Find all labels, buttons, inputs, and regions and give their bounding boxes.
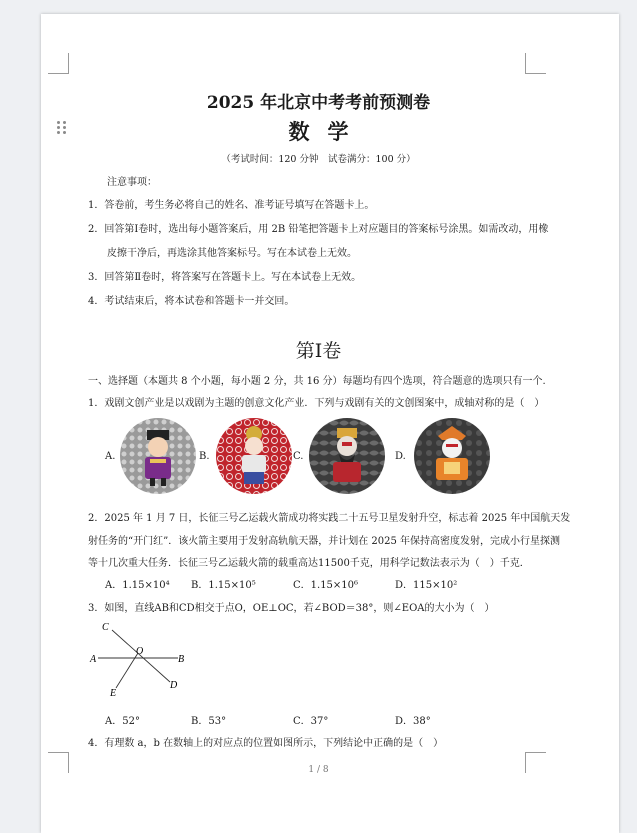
notes-heading: 注意事项：	[107, 177, 157, 188]
note-item: 2．回答第Ⅰ卷时，选出每小题答案后，用 2B 铅笔把答题卡上对应题目的答案标号涂黑。如需改动，用橡	[88, 224, 549, 235]
opera-figure-image-b	[216, 418, 292, 494]
part-heading: 一、选择题（本题共 8 个小题，每小题 2 分，共 16 分）每题均有四个选项，符合题意的选项只有一个.	[88, 376, 546, 387]
subject-heading: 数学	[288, 119, 367, 144]
q3-option-c: C．37°	[293, 716, 329, 727]
fig-label-d: D	[170, 680, 178, 691]
document-title: 2025 年北京中考考前预测卷	[206, 93, 431, 113]
question-2-line: 等十几次重大任务．长征三号乙运载火箭的载重高达11500千克，用科学记数法表示为（ ）千克．	[88, 558, 530, 569]
q3-option-a: A．52°	[105, 716, 140, 727]
fig-label-a: A	[90, 654, 97, 665]
q3-option-d: D．38°	[395, 716, 431, 727]
question-3-stem: 3．如图，直线AB和CD相交于点O，OE⊥OC，若∠BOD＝38°，则∠EOA的大小为（ ）	[88, 603, 495, 614]
opera-figure-image-c	[309, 418, 385, 494]
margin-corner-top-right	[525, 53, 546, 74]
q2-option-a: A．1.15×10⁴	[105, 580, 170, 591]
fig-label-c: C	[102, 622, 109, 633]
q1-option-label-b: B.	[199, 451, 210, 462]
opera-figure-image-d	[414, 418, 490, 494]
q1-option-label-a: A.	[105, 451, 116, 462]
note-item: 4．考试结束后，将本试卷和答题卡一并交回。	[88, 296, 295, 307]
page-number: 1 / 8	[308, 765, 329, 775]
question-2-line: 2．2025 年 1 月 7 日，长征三号乙运载火箭成功将实践二十五号卫星发射升空，标志着 2025 年中国航天发	[88, 513, 571, 524]
opera-figure-image-a	[120, 418, 196, 494]
fig-label-e: E	[110, 688, 117, 699]
fig-label-b: B	[178, 654, 185, 665]
margin-corner-top-left	[48, 53, 69, 74]
q1-option-label-c: C.	[293, 451, 304, 462]
fig-label-o: O	[136, 646, 144, 657]
note-item: 3．回答第Ⅱ卷时，将答案写在答题卡上。写在本试卷上无效。	[88, 272, 362, 283]
q2-option-b: B．1.15×10⁵	[191, 580, 256, 591]
note-item: 1．答卷前，考生务必将自己的姓名、准考证号填写在答题卡上。	[88, 200, 375, 211]
question-1-stem: 1．戏剧文创产业是以戏剧为主题的创意文化产业．下列与戏剧有关的文创图案中，成轴对称的是（ ）	[88, 398, 545, 409]
question-4-stem: 4．有理数 a，b 在数轴上的对应点的位置如图所示，下列结论中正确的是（ ）	[88, 738, 444, 749]
q3-option-b: B．53°	[191, 716, 227, 727]
note-item: 皮擦干净后，再选涂其他答案标号。写在本试卷上无效。	[107, 248, 357, 259]
section-title: 第Ⅰ卷	[295, 340, 342, 362]
q1-option-label-d: D.	[395, 451, 406, 462]
q3-geometry-figure	[86, 616, 196, 700]
q2-option-d: D．115×10²	[395, 580, 458, 591]
exam-info: （考试时间：120 分钟 试卷满分：100 分）	[221, 154, 416, 165]
q2-option-c: C．1.15×10⁶	[293, 580, 359, 591]
question-2-line: 射任务的“开门红”．该火箭主要用于发射高轨航天器，并计划在 2025 年保持高密度发射，完成小行星探测	[88, 536, 561, 547]
